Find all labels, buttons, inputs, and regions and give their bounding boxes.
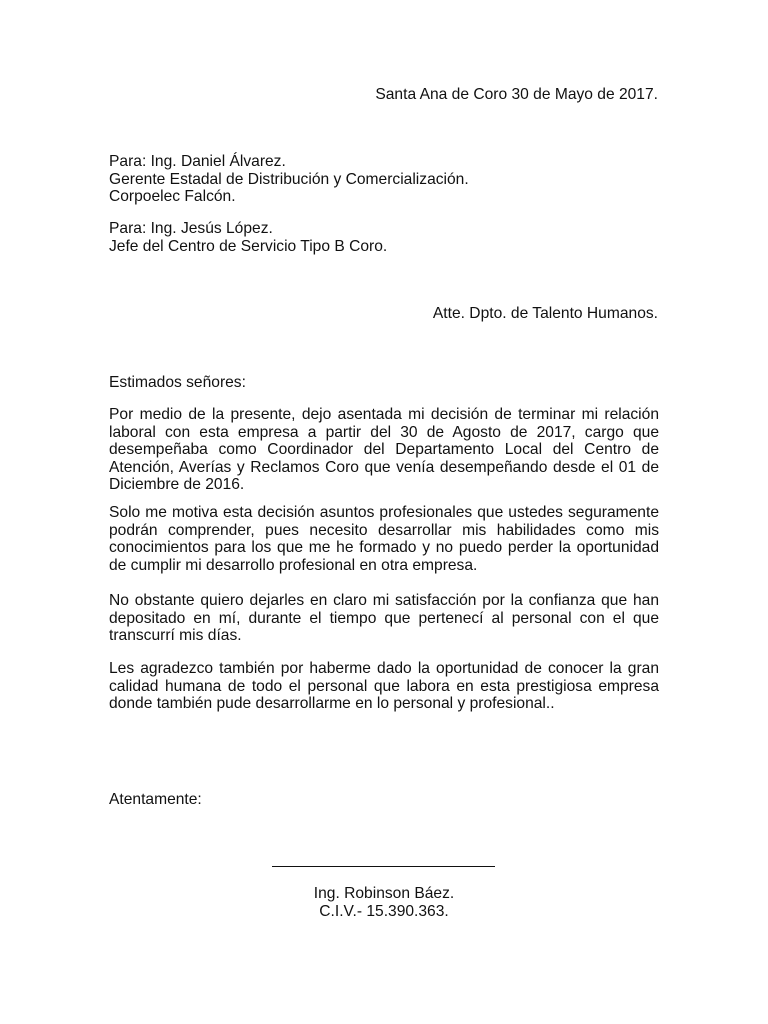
closing: Atentamente: xyxy=(109,791,202,808)
recipient-block-1 xyxy=(109,153,659,206)
recipient-1-name: Para: Ing. Daniel Álvarez. xyxy=(109,153,286,170)
attention-line: Atte. Dpto. de Talento Humanos. xyxy=(432,305,658,322)
signer-id: C.I.V.- 15.390.363. xyxy=(319,903,449,920)
recipient-2-name: Para: Ing. Jesús López. xyxy=(109,220,273,237)
recipient-1-company: Corpoelec Falcón. xyxy=(109,188,236,206)
body-paragraph-2: Solo me motiva esta decisión asuntos profesionales que ustedes seguramente podrán comprender, pues necesito desarrollar mis habilidades como mis conocimientos para los que me he formado y no puedo perder la oportunidad de cumplir mi desarrollo profesional en otra empresa. xyxy=(109,504,659,574)
body-paragraph-1: Por medio de la presente, dejo asentada mi decisión de terminar mi relación laboral con esta empresa a partir del 30 de Agosto de 2017, cargo que desempeñaba como Coordinador del Departamento Local del Centro de Atención, Averías y Reclamos Coro que venía desempeñando desde el 01 de Diciembre de 2016. xyxy=(109,406,659,494)
letter-date: Santa Ana de Coro 30 de Mayo de 2017. xyxy=(375,86,658,103)
greeting: Estimados señores: xyxy=(109,374,246,391)
body-paragraph-3: No obstante quiero dejarles en claro mi satisfacción por la confianza que han depositado en mí, durante el tiempo que pertenecí al personal con el que transcurrí mis días. xyxy=(109,592,659,645)
body-paragraph-4: Les agradezco también por haberme dado la oportunidad de conocer la gran calidad humana de todo el personal que labora en esta prestigiosa empresa donde también pude desarrollarme en lo personal y profesional.. xyxy=(109,660,659,713)
signature-line xyxy=(272,866,495,867)
recipient-2-title: Jefe del Centro de Servicio Tipo B Coro. xyxy=(109,237,388,255)
recipient-1-title: Gerente Estadal de Distribución y Comercialización. xyxy=(109,170,469,188)
recipient-block-2 xyxy=(109,220,659,255)
signer-name: Ing. Robinson Báez. xyxy=(313,885,455,902)
